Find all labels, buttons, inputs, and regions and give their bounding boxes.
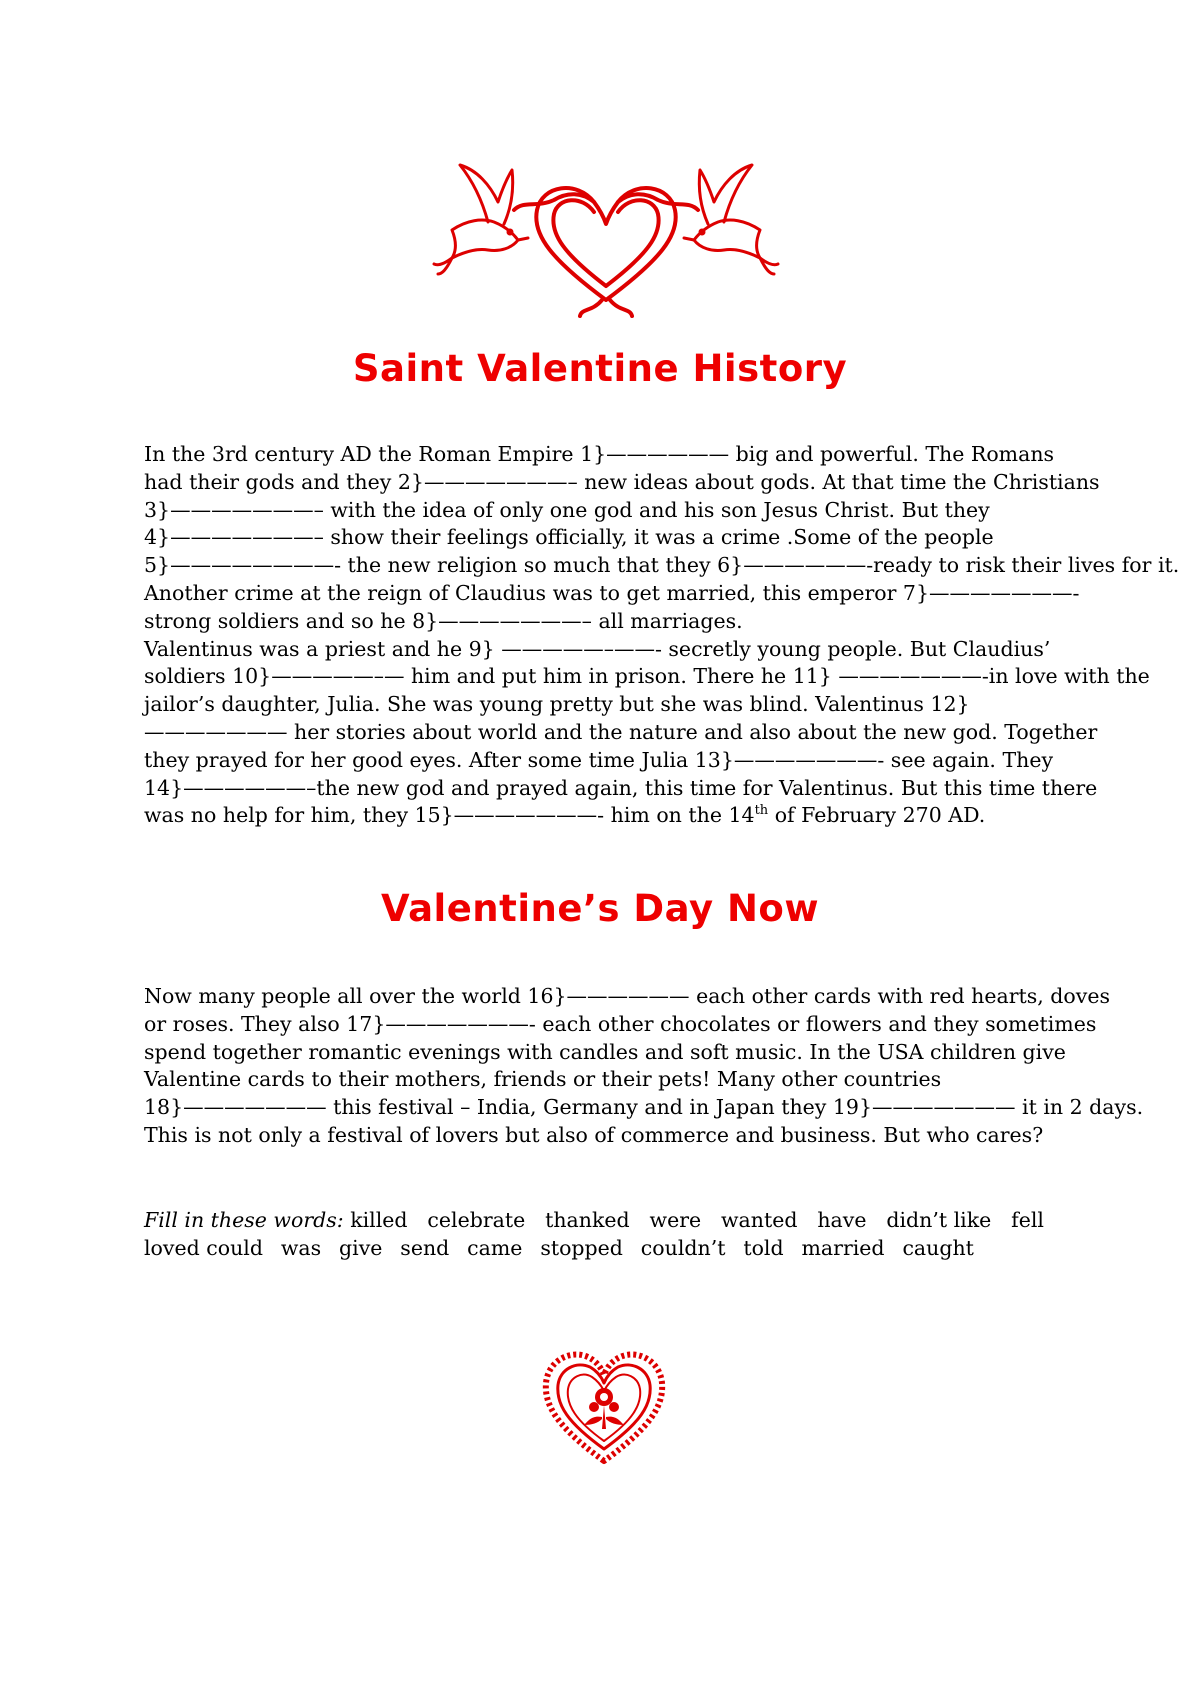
- word-bank-row-2: [144, 1234, 974, 1262]
- text-line-last: [144, 802, 1074, 830]
- text-line: 3}———————– with the idea of only one god and his son Jesus Christ. But they: [144, 497, 990, 522]
- word: fell: [1011, 1208, 1044, 1232]
- text-line: Another crime at the reign of Claudius was to get married, this emperor 7}———————-: [144, 580, 1080, 605]
- word: thanked: [545, 1208, 630, 1232]
- text-line: Now many people all over the world 16}—————— each other cards with red hearts, doves: [144, 984, 1110, 1008]
- word: killed: [350, 1208, 408, 1232]
- doves-heart-ribbon-icon: [432, 140, 780, 318]
- history-paragraph: [144, 441, 1180, 830]
- word: give: [339, 1236, 383, 1260]
- section-title-now: Valentine’s Day Now: [380, 887, 820, 930]
- text-line: Valentine cards to their mothers, friends or their pets! Many other countries: [144, 1067, 942, 1092]
- text-line: they prayed for her good eyes. After some time Julia 13}———————- see again. They: [144, 747, 1054, 772]
- text-line: Valentinus was a priest and he 9} —————–——- secretly young people. But Claudius’: [144, 636, 1051, 661]
- word: were: [649, 1208, 702, 1232]
- word-bank-row-1: [144, 1206, 1044, 1234]
- text-line: had their gods and they 2}———————– new ideas about gods. At that time the Christians: [144, 469, 1100, 494]
- text-line: 14}——————–the new god and prayed again, this time for Valentinus. But this time there: [144, 775, 1098, 800]
- word: caught: [902, 1236, 974, 1260]
- word: married: [801, 1236, 885, 1260]
- word: celebrate: [427, 1208, 526, 1232]
- text-line: ——————— her stories about world and the nature and also about the new god. Together: [144, 719, 1098, 744]
- text-fragment: was no help for him, they 15}———————- him on the 14: [144, 803, 755, 828]
- word: didn’t like: [886, 1208, 992, 1232]
- word-bank-label: Fill in these words:: [144, 1208, 344, 1232]
- word: loved could: [144, 1236, 263, 1260]
- word-bank: [144, 1206, 1044, 1262]
- text-fragment: of February 270 AD.: [768, 803, 986, 828]
- word: told: [743, 1236, 784, 1260]
- text-line: strong soldiers and so he 8}———————– all marriages.: [144, 608, 743, 633]
- word: came: [467, 1236, 523, 1260]
- text-line: jailor’s daughter, Julia. She was young pretty but she was blind. Valentinus 12}: [144, 692, 970, 717]
- text-line: or roses. They also 17}———————- each other chocolates or flowers and they sometimes: [144, 1011, 1097, 1036]
- section-title-history: Saint Valentine History: [352, 347, 848, 390]
- text-line: This is not only a festival of lovers but also of commerce and business. But who cares?: [144, 1122, 1044, 1147]
- word: send: [400, 1236, 450, 1260]
- text-line: soldiers 10}—————–— him and put him in prison. There he 11} ———————-in love with the: [144, 664, 1150, 689]
- text-line: spend together romantic evenings with candles and soft music. In the USA children give: [144, 1039, 1066, 1064]
- word: was: [280, 1236, 322, 1260]
- text-line: In the 3rd century AD the Roman Empire 1}—————— big and powerful. The Romans: [144, 442, 1055, 466]
- word: stopped: [540, 1236, 623, 1260]
- word: couldn’t: [640, 1236, 726, 1260]
- word: wanted: [721, 1208, 798, 1232]
- lace-heart-rose-icon: [540, 1345, 668, 1467]
- word-bank-item: [144, 1206, 408, 1234]
- text-line: 4}———————– show their feelings officially, it was a crime .Some of the people: [144, 525, 994, 550]
- now-paragraph: [144, 983, 1144, 1150]
- text-line: 5}————————- the new religion so much that they 6}——————-ready to risk their lives for it.: [144, 553, 1180, 578]
- text-line: 18}——————— this festival – India, Germany and in Japan they 19}——————— it in 2 days.: [144, 1095, 1144, 1120]
- word: have: [817, 1208, 867, 1232]
- ordinal-suffix: th: [754, 803, 769, 819]
